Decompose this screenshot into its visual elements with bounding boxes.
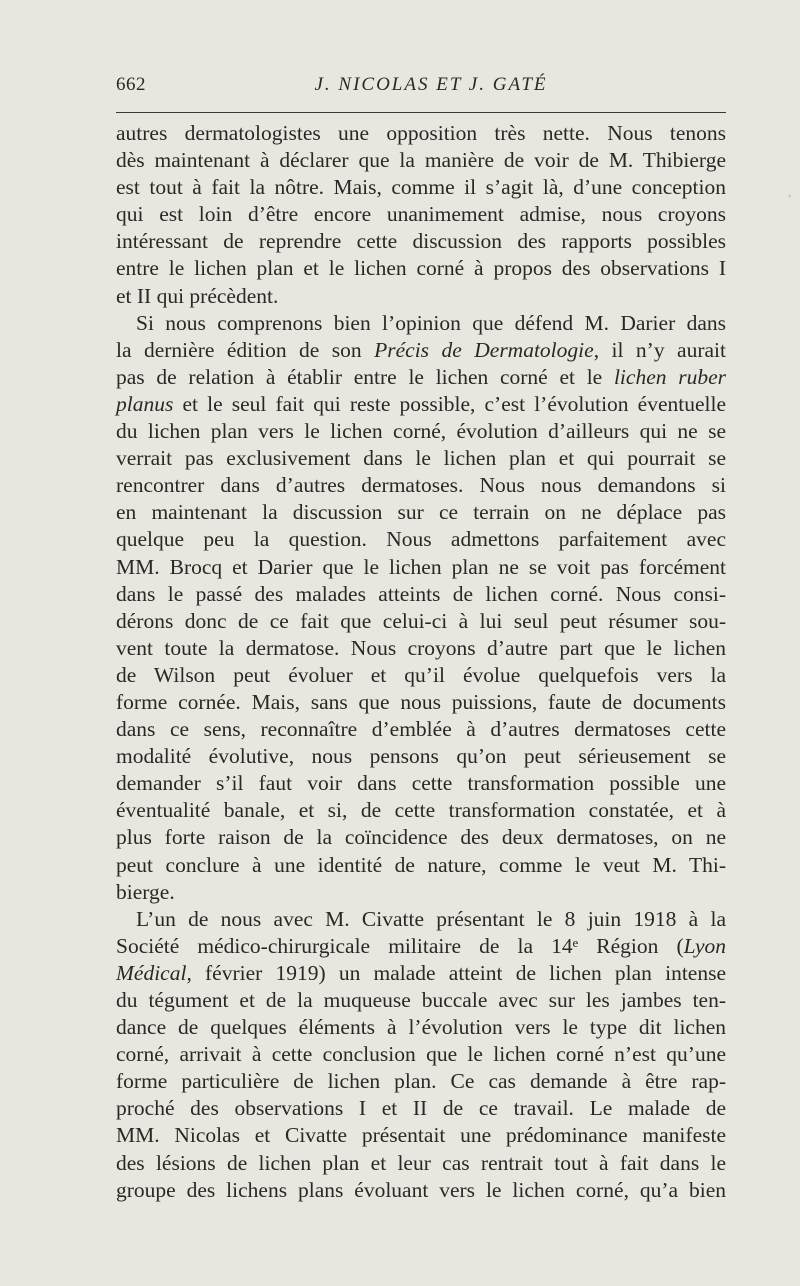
text-segment: Si nous comprenons bien l’opinion que défend M. Darier dans [136, 310, 726, 335]
text-line [116, 716, 726, 743]
text-line [116, 1041, 726, 1068]
text-segment: de Wilson peut évoluer et qu’il évolue quelquefois vers la [116, 662, 726, 687]
text-line [116, 743, 726, 770]
italic-text: Médical [116, 960, 187, 985]
text-segment: dérons donc de ce fait que celui-ci à lui seul peut résumer sou- [116, 608, 726, 633]
text-line [116, 1177, 726, 1204]
text-line [116, 337, 726, 364]
text-line [116, 120, 726, 147]
text-line [116, 770, 726, 797]
text-segment: quelque peu la question. Nous admettons parfaitement avec [116, 527, 726, 552]
text-segment: demander s’il faut voir dans cette transformation possible une [116, 771, 726, 796]
text-line [116, 1122, 726, 1149]
italic-text: Lyon [683, 933, 726, 958]
text-line [116, 201, 726, 228]
text-segment: plus forte raison de la coïncidence des deux dermatoses, on ne [116, 825, 726, 850]
text-segment: forme particulière de lichen plan. Ce cas demande à être rap- [116, 1069, 726, 1094]
italic-text: Précis de Dermatologie [374, 337, 594, 362]
text-segment: et le seul fait qui reste possible, c’est l’évolution éventuelle [173, 391, 726, 416]
text-segment: entre le lichen plan et le lichen corné à propos des observations I [116, 256, 726, 281]
text-line [116, 526, 726, 553]
text-line [116, 255, 726, 282]
text-line [116, 1068, 726, 1095]
text-line [116, 635, 726, 662]
text-segment: groupe des lichens plans évoluant vers le lichen corné, qu’a bien [116, 1177, 726, 1202]
text-line [116, 445, 726, 472]
italic-text: lichen ruber [613, 364, 726, 389]
text-line [116, 608, 726, 635]
text-line [116, 228, 726, 255]
page-number: 662 [116, 74, 146, 95]
text-line [116, 824, 726, 851]
text-segment: bierge. [116, 879, 175, 904]
text-line [116, 581, 726, 608]
header-rule [116, 112, 726, 113]
text-segment: des lésions de lichen plan et leur cas rentrait tout à fait dans le [116, 1150, 726, 1175]
text-segment: du lichen plan vers le lichen corné, évolution d’ailleurs qui ne se [116, 419, 726, 444]
text-segment: proché des observations I et II de ce travail. Le malade de [116, 1096, 726, 1121]
text-segment: autres dermatologistes une opposition très nette. Nous tenons [116, 121, 726, 145]
italic-text: planus [116, 391, 174, 416]
page-header [116, 74, 726, 104]
text-segment: corné, arrivait à cette conclusion que le lichen corné n’est qu’une [116, 1042, 726, 1067]
text-segment: L’un de nous avec M. Civatte présentant le 8 juin 1918 à la [136, 906, 726, 931]
text-segment: Société médico-chirurgicale militaire de la 14ᵉ Région ( [116, 933, 684, 958]
text-line [116, 662, 726, 689]
text-segment: rencontrer dans d’autres dermatoses. Nous nous demandons si [116, 473, 726, 498]
text-segment: pas de relation à établir entre le lichen corné et le [116, 364, 614, 389]
text-line [116, 879, 726, 906]
text-segment: forme cornée. Mais, sans que nous puissions, faute de documents [116, 689, 726, 714]
text-segment: modalité évolutive, nous pensons qu’on peut sérieusement se [116, 744, 726, 769]
text-line [116, 960, 726, 987]
text-line [116, 554, 726, 581]
running-head: J. NICOLAS ET J. GATÉ [314, 74, 548, 95]
text-line [116, 987, 726, 1014]
text-segment: en maintenant la discussion sur ce terrain on ne déplace pas [116, 500, 726, 525]
text-line [116, 797, 726, 824]
text-segment: vent toute la dermatose. Nous croyons d’autre part que le lichen [116, 635, 726, 660]
text-line [116, 499, 726, 526]
text-segment: , il n’y aurait [593, 337, 726, 362]
text-segment: MM. Brocq et Darier que le lichen plan ne se voit pas forcément [116, 554, 726, 579]
text-segment: éventualité banale, et si, de cette transformation constatée, et à [116, 798, 726, 823]
text-segment: dès maintenant à déclarer que la manière de voir de M. Thibierge [116, 148, 726, 173]
text-line [116, 391, 726, 418]
text-line [116, 174, 726, 201]
text-segment: , février 1919) un malade atteint de lichen plan intense [186, 960, 726, 985]
text-segment: la dernière édition de son [116, 337, 375, 362]
text-line [116, 1014, 726, 1041]
text-line [116, 906, 726, 933]
text-segment: du tégument et de la muqueuse buccale avec sur les jambes ten- [116, 988, 726, 1012]
text-segment: verrait pas exclusivement dans le lichen plan et qui pourrait se [116, 446, 726, 471]
text-segment: dans ce sens, reconnaître d’emblée à d’autres dermatoses cette [116, 717, 726, 742]
text-segment: et II qui précèdent. [116, 283, 279, 308]
text-segment: dance de quelques éléments à l’évolution vers le type dit lichen [116, 1015, 726, 1040]
text-line [116, 418, 726, 445]
text-segment: dans le passé des malades atteints de lichen corné. Nous consi- [116, 581, 726, 606]
text-line [116, 283, 726, 310]
text-line [116, 933, 726, 960]
text-line [116, 147, 726, 174]
body-text [116, 120, 726, 1204]
text-segment: intéressant de reprendre cette discussion des rapports possibles [116, 229, 726, 254]
text-line [116, 1150, 726, 1177]
text-line [116, 852, 726, 879]
text-line [116, 472, 726, 499]
text-line [116, 310, 726, 337]
text-segment: peut conclure à une identité de nature, comme le veut M. Thi- [116, 852, 726, 877]
text-segment: MM. Nicolas et Civatte présentait une prédominance manifeste [116, 1123, 726, 1148]
text-segment: qui est loin d’être encore unanimement admise, nous croyons [116, 202, 726, 227]
margin-mark: , [788, 185, 792, 200]
text-line [116, 364, 726, 391]
text-line [116, 1095, 726, 1122]
text-line [116, 689, 726, 716]
text-segment: est tout à fait la nôtre. Mais, comme il s’agit là, d’une conception [116, 175, 726, 200]
